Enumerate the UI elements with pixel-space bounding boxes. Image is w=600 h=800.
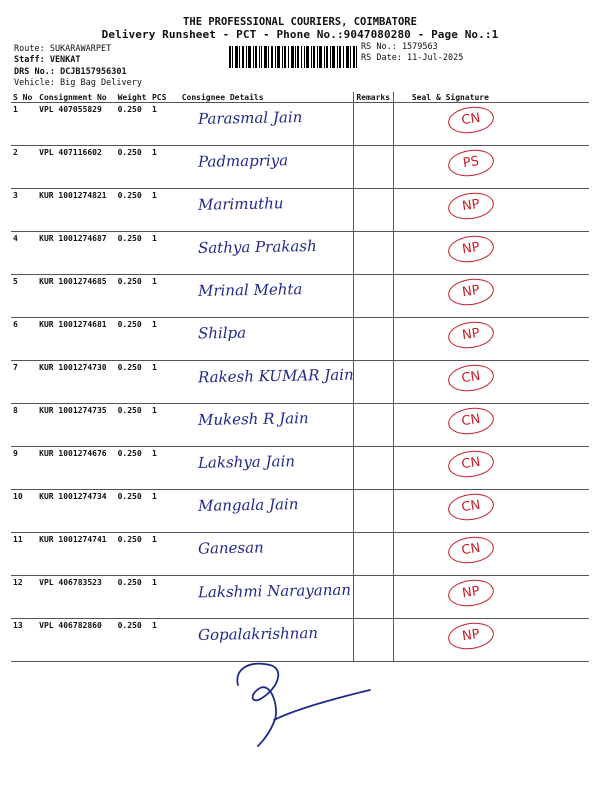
cell-seal <box>393 619 589 662</box>
cell-weight: 0.250 <box>116 361 150 404</box>
cell-remarks <box>354 103 394 146</box>
cell-consignee <box>180 361 354 404</box>
runner-signature <box>230 650 380 750</box>
cell-pcs: 1 <box>150 103 180 146</box>
cell-remarks <box>354 146 394 189</box>
cell-consignee <box>180 490 354 533</box>
cell-sno: 11 <box>11 533 37 576</box>
cell-consignment-no: VPL 407116602 <box>37 146 115 189</box>
table-row <box>11 490 589 533</box>
col-header-pcs: PCS <box>150 92 180 103</box>
delivery-stamp: NP <box>446 190 495 222</box>
cell-sno: 6 <box>11 318 37 361</box>
drs-label: DRS No.: <box>14 67 55 77</box>
cell-consignee <box>180 189 354 232</box>
cell-pcs: 1 <box>150 318 180 361</box>
cell-remarks <box>354 189 394 232</box>
cell-seal <box>393 275 589 318</box>
cell-weight: 0.250 <box>116 447 150 490</box>
cell-seal <box>393 146 589 189</box>
cell-consignee <box>180 447 354 490</box>
staff-label: Staff: VENKAT <box>14 55 81 65</box>
cell-sno: 7 <box>11 361 37 404</box>
cell-consignee <box>180 318 354 361</box>
cell-consignment-no: VPL 406782860 <box>37 619 115 662</box>
barcode <box>229 46 357 68</box>
cell-sno: 2 <box>11 146 37 189</box>
cell-seal <box>393 576 589 619</box>
cell-sno: 9 <box>11 447 37 490</box>
cell-consignee <box>180 404 354 447</box>
cell-pcs: 1 <box>150 189 180 232</box>
cell-seal <box>393 318 589 361</box>
cell-consignee <box>180 103 354 146</box>
cell-seal <box>393 447 589 490</box>
delivery-stamp: CN <box>446 405 495 437</box>
table-row <box>11 533 589 576</box>
table-row <box>11 318 589 361</box>
col-header-sno: S No <box>11 92 37 103</box>
cell-pcs: 1 <box>150 447 180 490</box>
cell-remarks <box>354 447 394 490</box>
cell-seal <box>393 533 589 576</box>
cell-seal <box>393 404 589 447</box>
table-row <box>11 447 589 490</box>
cell-consignment-no: KUR 1001274687 <box>37 232 115 275</box>
cell-seal <box>393 103 589 146</box>
cell-consignment-no: KUR 1001274676 <box>37 447 115 490</box>
consignee-signature: Rakesh KUMAR Jain <box>197 365 354 387</box>
consignee-signature: Gopalakrishnan <box>197 623 318 645</box>
cell-consignee <box>180 232 354 275</box>
cell-weight: 0.250 <box>116 189 150 232</box>
consignee-signature: Mangala Jain <box>197 495 299 515</box>
cell-remarks <box>354 576 394 619</box>
table-row <box>11 576 589 619</box>
cell-consignment-no: VPL 406783523 <box>37 576 115 619</box>
cell-sno: 13 <box>11 619 37 662</box>
cell-weight: 0.250 <box>116 619 150 662</box>
cell-seal <box>393 189 589 232</box>
consignee-signature: Marimuthu <box>197 194 284 214</box>
cell-sno: 5 <box>11 275 37 318</box>
delivery-stamp: CN <box>446 491 495 523</box>
cell-seal <box>393 232 589 275</box>
cell-remarks <box>354 275 394 318</box>
runsheet-table <box>11 92 589 662</box>
drs-value: DCJB157956301 <box>54 67 127 77</box>
cell-remarks <box>354 318 394 361</box>
cell-pcs: 1 <box>150 619 180 662</box>
consignee-signature: Lakshya Jain <box>197 452 295 472</box>
delivery-stamp: NP <box>446 233 495 265</box>
cell-weight: 0.250 <box>116 576 150 619</box>
cell-pcs: 1 <box>150 490 180 533</box>
cell-weight: 0.250 <box>116 146 150 189</box>
table-row <box>11 189 589 232</box>
delivery-stamp: NP <box>446 319 495 351</box>
cell-consignment-no: KUR 1001274821 <box>37 189 115 232</box>
cell-sno: 8 <box>11 404 37 447</box>
cell-weight: 0.250 <box>116 232 150 275</box>
cell-sno: 3 <box>11 189 37 232</box>
consignee-signature: Shilpa <box>197 323 246 343</box>
consignee-signature: Mukesh R Jain <box>197 409 309 429</box>
cell-seal <box>393 361 589 404</box>
cell-remarks <box>354 232 394 275</box>
vehicle-label: Vehicle: Big Bag Delivery <box>14 78 142 88</box>
delivery-stamp: CN <box>446 104 495 136</box>
table-row <box>11 146 589 189</box>
cell-remarks <box>354 404 394 447</box>
col-header-consignee: Consignee Details <box>180 92 354 103</box>
col-header-consignment: Consignment No <box>37 92 115 103</box>
consignee-signature: Lakshmi Narayanan <box>197 580 351 602</box>
cell-consignment-no: VPL 407055829 <box>37 103 115 146</box>
cell-pcs: 1 <box>150 146 180 189</box>
rs-number: RS No.: 1579563 <box>361 42 438 52</box>
delivery-stamp: PS <box>446 147 495 179</box>
col-header-weight: Weight <box>116 92 150 103</box>
drs-number <box>14 67 127 77</box>
table-row <box>11 103 589 146</box>
cell-weight: 0.250 <box>116 275 150 318</box>
cell-pcs: 1 <box>150 361 180 404</box>
table-row <box>11 275 589 318</box>
cell-weight: 0.250 <box>116 404 150 447</box>
col-header-seal: Seal & Signature <box>393 92 589 103</box>
cell-weight: 0.250 <box>116 490 150 533</box>
cell-consignment-no: KUR 1001274685 <box>37 275 115 318</box>
cell-consignee <box>180 533 354 576</box>
consignee-signature: Parasmal Jain <box>197 108 303 128</box>
cell-consignment-no: KUR 1001274734 <box>37 490 115 533</box>
route-label: Route: SUKARAWARPET <box>14 44 112 54</box>
cell-sno: 12 <box>11 576 37 619</box>
cell-consignee <box>180 146 354 189</box>
cell-consignee <box>180 275 354 318</box>
cell-consignee <box>180 576 354 619</box>
cell-sno: 10 <box>11 490 37 533</box>
cell-seal <box>393 490 589 533</box>
cell-pcs: 1 <box>150 404 180 447</box>
cell-remarks <box>354 361 394 404</box>
delivery-stamp: NP <box>446 276 495 308</box>
cell-consignment-no: KUR 1001274741 <box>37 533 115 576</box>
delivery-stamp: CN <box>446 534 495 566</box>
cell-sno: 1 <box>11 103 37 146</box>
company-title: THE PROFESSIONAL COURIERS, COIMBATORE <box>183 16 417 28</box>
cell-weight: 0.250 <box>116 533 150 576</box>
cell-remarks <box>354 533 394 576</box>
table-row <box>11 232 589 275</box>
cell-weight: 0.250 <box>116 103 150 146</box>
cell-pcs: 1 <box>150 533 180 576</box>
table-row <box>11 404 589 447</box>
delivery-stamp: NP <box>446 620 495 652</box>
delivery-stamp: NP <box>446 577 495 609</box>
consignee-signature: Sathya Prakash <box>197 236 317 258</box>
cell-remarks <box>354 490 394 533</box>
cell-sno: 4 <box>11 232 37 275</box>
cell-pcs: 1 <box>150 576 180 619</box>
cell-consignment-no: KUR 1001274681 <box>37 318 115 361</box>
cell-consignment-no: KUR 1001274730 <box>37 361 115 404</box>
consignee-signature: Mrinal Mehta <box>197 280 303 300</box>
consignee-signature: Padmapriya <box>197 151 288 171</box>
delivery-stamp: CN <box>446 448 495 480</box>
cell-pcs: 1 <box>150 232 180 275</box>
table-header-row <box>11 92 589 103</box>
runsheet-subtitle: Delivery Runsheet - PCT - Phone No.:9047080280 - Page No.:1 <box>101 28 499 41</box>
table-row <box>11 361 589 404</box>
cell-weight: 0.250 <box>116 318 150 361</box>
consignee-signature: Ganesan <box>197 538 264 558</box>
rs-date: RS Date: 11-Jul-2025 <box>361 53 464 63</box>
cell-consignment-no: KUR 1001274735 <box>37 404 115 447</box>
delivery-stamp: CN <box>446 362 495 394</box>
cell-pcs: 1 <box>150 275 180 318</box>
col-header-remarks: Remarks <box>354 92 394 103</box>
